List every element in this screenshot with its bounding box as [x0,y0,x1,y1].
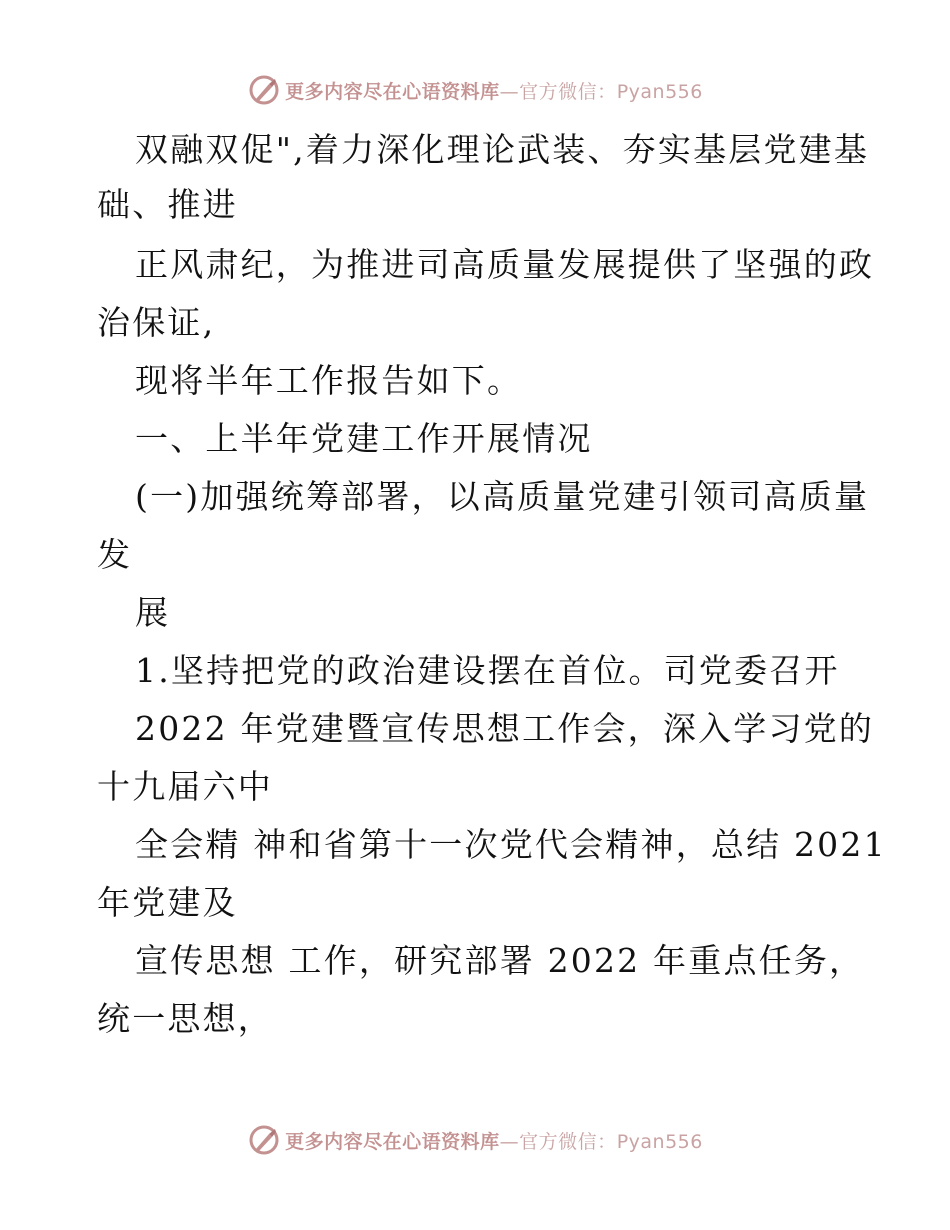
watermark-handle: Pyan556 [616,1130,703,1153]
paragraph-line: 十九届六中 [97,767,273,806]
watermark-separator: — [499,1130,520,1153]
paragraph-line: 宣传思想 工作，研究部署 2022 年重点任务， [135,941,865,980]
quill-pen-logo-icon [247,1123,281,1157]
watermark-brand: 更多内容尽在心语资料库 [285,80,500,103]
paragraph-line: 正风肃纪，为推进司高质量发展提供了坚强的政 [135,245,875,284]
watermark-text [285,77,703,104]
header-watermark [0,70,950,110]
watermark-brand: 更多内容尽在心语资料库 [285,1130,500,1153]
quill-pen-logo-icon [247,73,281,107]
paragraph-line: 全会精 神和省第十一次党代会精神，总结 2021 [135,825,887,864]
paragraph-line: 展 [135,593,171,632]
paragraph-line: 统一思想， [97,999,273,1038]
paragraph-line: 础、推进 [97,185,238,224]
paragraph-line: 2022 年党建暨宣传思想工作会，深入学习党的 [135,709,875,748]
paragraph-line: 年党建及 [97,883,238,922]
paragraph-line: 1.坚持把党的政治建设摆在首位。司党委召开 [135,651,840,690]
watermark-text [285,1127,703,1154]
watermark-separator: — [499,80,520,103]
paragraph-line: 发 [97,535,133,574]
paragraph-line: 治保证, [97,303,216,342]
watermark-official-label: 官方微信： [519,80,617,103]
subsection-heading: (一)加强统筹部署，以高质量党建引领司高质量 [135,477,870,516]
paragraph-line: 双融双促",着力深化理论武装、夯实基层党建基 [135,130,870,169]
watermark-official-label: 官方微信： [519,1130,617,1153]
section-heading: 一、上半年党建工作开展情况 [135,419,593,458]
paragraph-line: 现将半年工作报告如下。 [135,361,523,400]
footer-watermark [0,1120,950,1160]
watermark-handle: Pyan556 [616,80,703,103]
